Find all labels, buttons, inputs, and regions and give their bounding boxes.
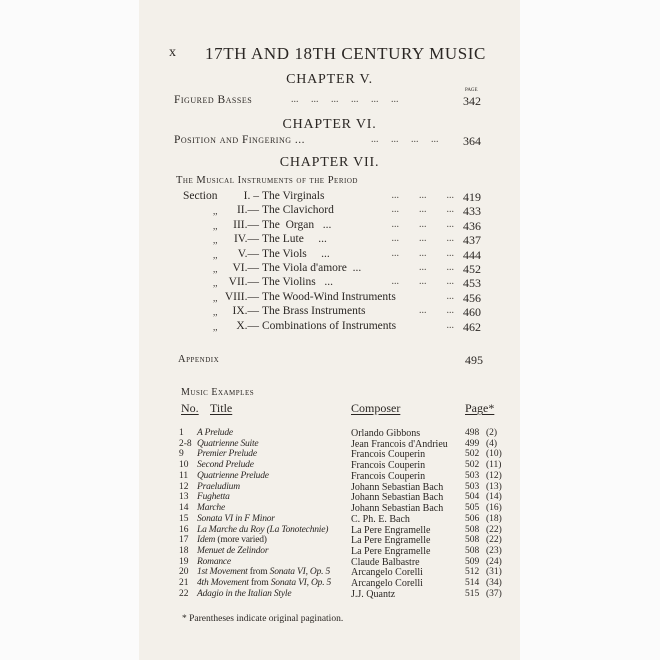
example-composer: Orlando Gibbons [351,428,421,439]
appendix-label: Appendix [178,354,220,365]
section-title: Combinations of Instruments [262,319,397,332]
example-page: 509 [465,556,480,567]
example-number: 1 [179,428,184,438]
leader-dots: ... ... [419,305,454,317]
example-original-page: (34) [486,578,502,589]
title-part: from [248,578,271,589]
example-number: 15 [179,513,189,524]
title-part: Idem [197,535,216,546]
title-part: Praeludium [197,481,240,492]
example-original-page: (14) [486,492,502,503]
example-composer: La Pere Engramelle [351,535,431,547]
section-title: The Organ ... [262,218,332,231]
section-prefix: ,, [213,235,218,246]
example-composer: Johann Sebastian Bach [351,503,444,515]
toc-page-number: 342 [463,94,481,108]
example-page: 504 [465,492,480,503]
section-numeral: I. – [243,190,259,202]
example-page: 499 [465,438,480,449]
section-prefix: Section [183,190,218,202]
example-number: 10 [179,460,189,471]
example-original-page: (4) [486,438,498,449]
toc-page-number: 462 [463,319,481,334]
title-part: Marche [197,503,225,514]
example-title [197,483,240,493]
example-composer: Johann Sebastian Bach [351,481,444,493]
example-original-page: (22) [486,535,502,546]
example-original-page: (13) [486,481,502,492]
example-number: 2-8 [179,438,192,449]
music-examples-heading: Music Examples [181,387,255,398]
toc-page-number: 452 [463,262,481,276]
section-prefix: ,, [213,307,218,318]
example-composer: Claude Balbastre [351,556,420,568]
section-numeral: VI.— [232,262,259,274]
title-part: Sonata VI in F Minor [197,513,275,524]
title-part: Quatrienne Suite [197,438,259,449]
toc-entry: The Musical Instruments of the Period [176,175,358,186]
example-original-page: (24) [486,556,502,567]
book-page [139,0,520,660]
section-title: The Lute ... [262,233,327,246]
section-title: The Viols ... [262,247,330,260]
example-page: 502 [465,449,480,460]
example-title [197,440,258,450]
toc-page-number: 444 [463,247,481,262]
section-title: The Clavichord [262,204,334,217]
example-number: 18 [179,546,189,557]
example-page: 503 [465,481,480,492]
title-part: La Marche du Roy (La Tonotechnie) [197,524,329,535]
example-number: 9 [179,449,184,460]
section-prefix: ,, [213,220,218,231]
example-composer: Arcangelo Corelli [351,578,423,590]
example-composer: La Pere Engramelle [351,524,431,536]
example-original-page: (37) [486,588,502,599]
chapter-heading: CHAPTER V. [286,72,373,87]
section-numeral: III.— [233,218,259,231]
section-title: The Virginals [262,190,325,202]
title-part: (more varied) [215,535,267,546]
toc-page-number: 436 [463,218,481,233]
column-header-page: Page* [465,401,495,415]
toc-page-number: 437 [463,233,481,248]
leader-dots: ... [446,290,454,302]
example-title [197,558,231,568]
example-composer: Francois Couperin [351,460,426,472]
example-page: 508 [465,535,480,546]
section-prefix: ,, [213,249,218,260]
example-page: 503 [465,470,480,481]
example-title [197,536,267,546]
example-page: 512 [465,567,480,578]
toc-page-number: 456 [463,290,481,305]
footnote: * Parentheses indicate original pagination. [182,614,344,624]
section-prefix: ,, [213,321,218,332]
running-title: 17TH AND 18TH CENTURY MUSIC [205,44,486,63]
title-part: Sonata VI, Op. 5 [269,567,331,578]
column-header-title: Title [210,401,233,415]
example-original-page: (2) [486,428,498,438]
title-part: Romance [197,556,231,567]
example-title [197,493,230,503]
example-title [197,568,330,578]
example-title [197,579,331,589]
example-page: 515 [465,588,480,599]
toc-entry: Figured Basses [174,94,253,106]
example-number: 17 [179,535,189,546]
toc-page-number: 419 [463,190,481,204]
title-part: Sonata VI, Op. 5 [270,578,332,589]
example-title [197,504,225,514]
section-numeral: X.— [236,319,259,332]
example-composer: C. Ph. E. Bach [351,513,410,525]
example-page: 505 [465,503,480,514]
example-number: 16 [179,524,189,535]
appendix-page: 495 [465,353,483,367]
example-page: 508 [465,546,480,557]
example-page: 506 [465,513,480,524]
example-title [197,547,268,557]
leader-dots: ... ... ... ... [371,134,439,145]
example-composer: La Pere Engramelle [351,546,431,558]
example-number: 11 [179,470,189,481]
example-composer: Johann Sebastian Bach [351,492,444,504]
example-number: 20 [179,567,189,578]
column-header-no: No. [181,401,199,415]
example-page: 502 [465,460,480,471]
page-numeral: x [169,45,176,60]
example-original-page: (23) [486,546,502,557]
toc-page-number: 453 [463,276,481,291]
page-column-label: PAGE [465,88,478,93]
title-part: Quatrienne Prelude [197,470,269,481]
section-title: The Brass Instruments [262,305,366,318]
title-part: Menuet de Zelindor [197,546,269,557]
chapter-heading: CHAPTER VII. [279,155,380,170]
title-part: Premier Prelude [197,449,257,460]
title-part: Adagio in the Italian Style [197,588,292,599]
section-numeral: IX.— [232,305,259,318]
leader-dots: ... ... ... ... ... ... [291,94,399,105]
title-part: from [247,567,270,578]
example-page: 508 [465,524,480,535]
section-prefix: ,, [213,206,218,217]
title-part: 4th Movement [197,578,249,589]
example-composer: Francois Couperin [351,449,426,461]
section-prefix: ,, [213,292,218,303]
example-composer: Jean Francois d'Andrieu [351,438,448,450]
leader-dots: ... [446,319,454,331]
example-title [197,461,254,471]
section-title: The Wood-Wind Instruments [262,290,396,303]
section-numeral: VIII.— [224,290,259,303]
example-original-page: (12) [486,470,502,481]
toc-entry: Position and Fingering ... [174,134,306,146]
example-title [197,429,233,439]
example-original-page: (11) [486,460,502,471]
example-composer: Francois Couperin [351,470,426,482]
example-original-page: (31) [486,567,502,578]
section-numeral: VII.— [228,276,259,289]
example-title [197,450,257,460]
example-original-page: (10) [486,449,502,460]
section-numeral: V.— [237,247,259,260]
example-title [197,526,328,536]
title-part: A Prelude [197,428,233,438]
section-numeral: IV.— [233,233,259,246]
section-numeral: II.— [236,204,259,217]
example-number: 19 [179,556,189,567]
toc-page-number: 433 [463,204,481,219]
section-prefix: ,, [213,278,218,289]
example-title [197,472,269,482]
example-title [197,590,291,600]
example-number: 21 [179,578,189,589]
example-number: 13 [179,492,189,503]
example-composer: J.J. Quantz [351,588,396,600]
title-part: 1st Movement [197,567,248,578]
example-original-page: (16) [486,503,502,514]
toc-page-number: 460 [463,305,481,320]
example-title [197,515,275,525]
example-original-page: (22) [486,524,502,535]
example-page: 498 [465,428,480,438]
example-number: 22 [179,588,189,599]
example-number: 14 [179,503,189,514]
title-part: Second Prelude [197,460,254,471]
example-original-page: (18) [486,513,502,524]
section-title: The Viola d'amore ... [262,262,362,274]
column-header-composer: Composer [351,401,401,415]
toc-page-number: 364 [463,134,481,148]
title-part: Fughetta [197,492,230,503]
leader-dots: ... ... ... [391,218,454,230]
leader-dots: ... ... ... [391,190,454,201]
example-number: 12 [179,481,189,492]
chapter-heading: CHAPTER VI. [282,117,377,132]
example-composer: Arcangelo Corelli [351,567,423,579]
leader-dots: ... ... [419,262,454,273]
leader-dots: ... ... ... [391,276,454,288]
leader-dots: ... ... ... [391,247,454,259]
leader-dots: ... ... ... [391,233,454,245]
example-page: 514 [465,578,480,589]
section-title: The Violins ... [262,276,333,289]
section-prefix: ,, [213,264,218,274]
leader-dots: ... ... ... [391,204,454,216]
